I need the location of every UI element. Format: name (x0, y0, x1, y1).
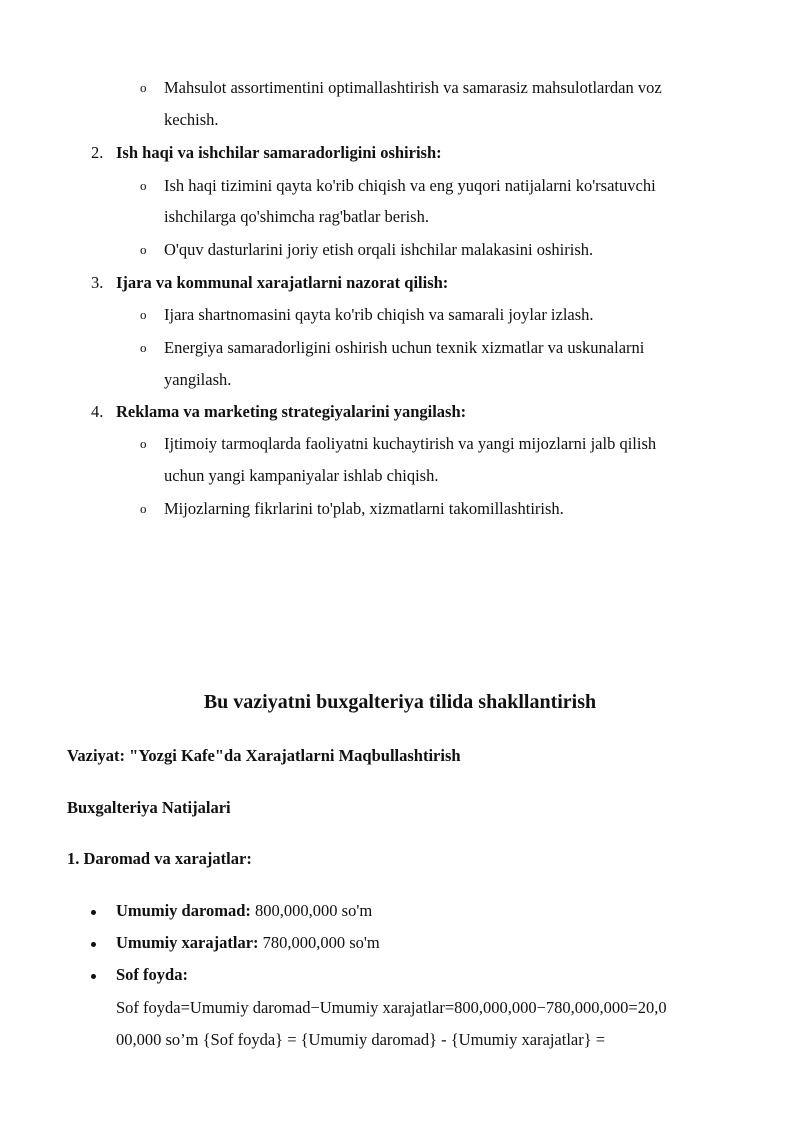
sub-bullet-marker: o (140, 307, 147, 322)
bullet-label: Umumiy xarajatlar: (116, 933, 259, 952)
list-number: 4. (91, 402, 104, 421)
bullet-label: Sof foyda: (116, 965, 188, 984)
sub-bullet-text: ishchilarga qo'shimcha rag'batlar berish. (164, 207, 429, 226)
income-expense-heading: 1. Daromad va xarajatlar: (67, 849, 252, 868)
bullet-dot (91, 942, 96, 947)
sub-bullet-marker: o (140, 501, 147, 516)
bullet-value: 800,000,000 so'm (250, 901, 373, 920)
sub-bullet-marker: o (140, 178, 147, 193)
bullet-total-income (116, 901, 372, 921)
sub-bullet-text: Ish haqi tizimini qayta ko'rib chiqish va eng yuqori natijalarni ko'rsatuvchi (164, 176, 656, 195)
sub-bullet-marker: o (140, 242, 147, 257)
sub-bullet-marker: o (140, 340, 147, 355)
section-title: Bu vaziyatni buxgalteriya tilida shakllantirish (203, 691, 597, 713)
sub-bullet-text: Mahsulot assortimentini optimallashtirish va samarasiz mahsulotlardan voz (164, 78, 662, 97)
bullet-dot (91, 910, 96, 915)
list-item-title: Reklama va marketing strategiyalarini yangilash: (116, 402, 467, 421)
sub-bullet-text: Energiya samaradorligini oshirish uchun texnik xizmatlar va uskunalarni (164, 338, 645, 357)
sub-bullet-text: Ijara shartnomasini qayta ko'rib chiqish va samarali joylar izlash. (164, 305, 594, 324)
bullet-dot (91, 974, 96, 979)
list-item-title: Ish haqi va ishchilar samaradorligini oshirish: (116, 143, 442, 162)
bullet-net-profit (116, 965, 188, 985)
situation-heading: Vaziyat: "Yozgi Kafe"da Xarajatlarni Maqbullashtirish (67, 746, 461, 765)
list-item-title: Ijara va kommunal xarajatlarni nazorat qilish: (116, 273, 449, 292)
sub-bullet-marker: o (140, 80, 147, 95)
results-heading: Buxgalteriya Natijalari (67, 798, 231, 817)
bullet-value: 780,000,000 so'm (258, 933, 380, 952)
sub-bullet-text: yangilash. (164, 370, 232, 389)
sub-bullet-text: uchun yangi kampaniyalar ishlab chiqish. (164, 466, 439, 485)
list-number: 2. (91, 143, 104, 162)
bullet-label: Umumiy daromad: (116, 901, 251, 920)
bullet-total-expenses (116, 933, 380, 953)
sub-bullet-text: kechish. (164, 110, 219, 129)
sub-bullet-text: O'quv dasturlarini joriy etish orqali ishchilar malakasini oshirish. (164, 240, 594, 259)
formula-line: Sof foyda=Umumiy daromad−Umumiy xarajatlar=800,000,000−780,000,000=20,0 (116, 998, 667, 1017)
sub-bullet-text: Mijozlarning fikrlarini to'plab, xizmatlarni takomillashtirish. (164, 499, 564, 518)
formula-line: 00,000 so’m {Sof foyda} = {Umumiy daromad} - {Umumiy xarajatlar} = (116, 1030, 606, 1049)
sub-bullet-text: Ijtimoiy tarmoqlarda faoliyatni kuchaytirish va yangi mijozlarni jalb qilish (164, 434, 657, 453)
list-number: 3. (91, 273, 104, 292)
sub-bullet-marker: o (140, 436, 147, 451)
